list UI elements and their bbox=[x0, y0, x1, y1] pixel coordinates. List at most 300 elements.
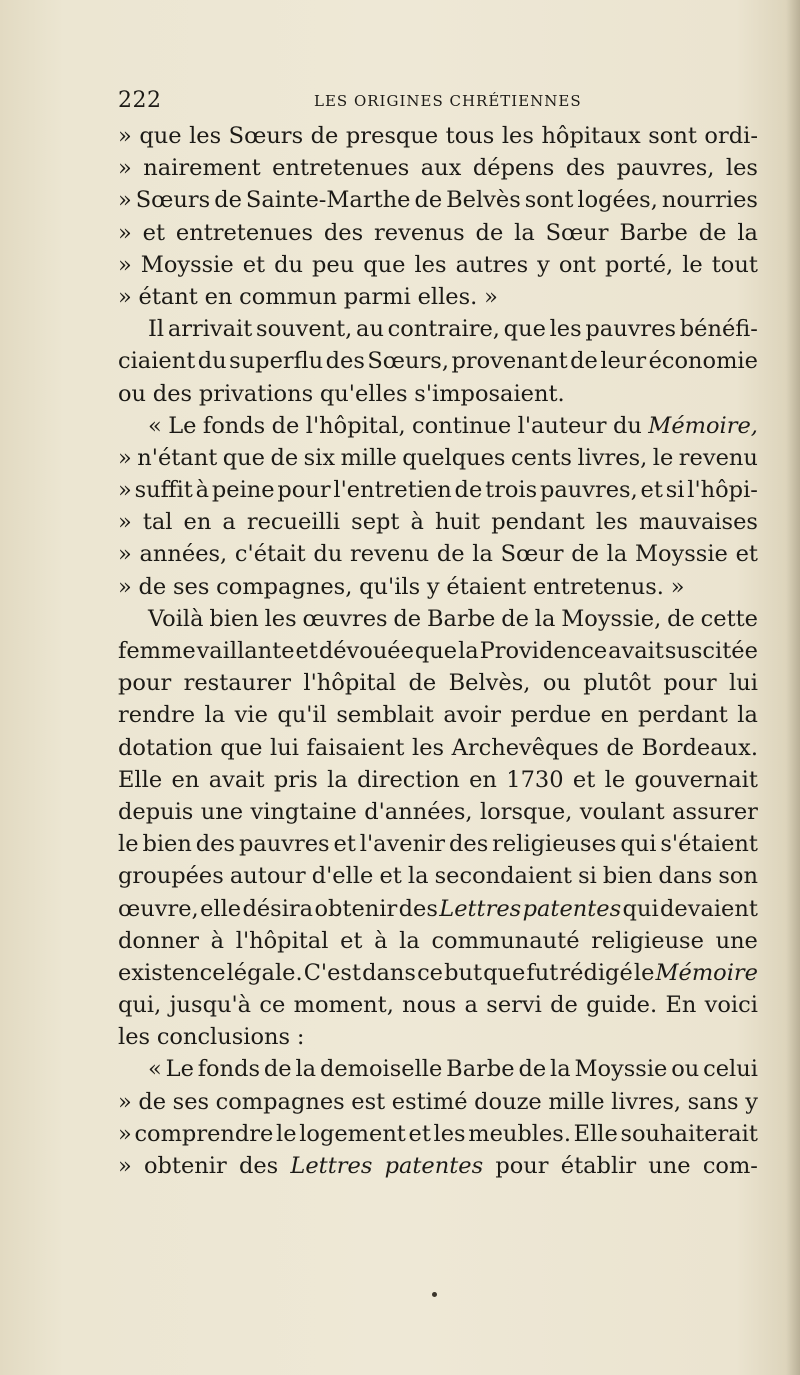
word: y bbox=[537, 251, 550, 278]
word: parmi bbox=[343, 283, 411, 310]
word: En bbox=[665, 992, 697, 1019]
text-line bbox=[118, 345, 758, 377]
word: entretenus. bbox=[532, 573, 664, 600]
word: logées, bbox=[577, 187, 658, 214]
word: de bbox=[138, 573, 167, 600]
word: la bbox=[399, 927, 420, 954]
word: et bbox=[142, 219, 166, 246]
word: des bbox=[152, 380, 193, 407]
word: ordi- bbox=[704, 123, 758, 149]
word: de bbox=[138, 1088, 167, 1115]
word: livres, bbox=[611, 1088, 682, 1115]
word: l'auteur bbox=[517, 412, 607, 439]
word: pris bbox=[273, 766, 318, 793]
word: arrivait bbox=[167, 316, 253, 343]
word: rendre bbox=[118, 702, 196, 729]
word: la bbox=[472, 541, 493, 568]
word: restaurer bbox=[183, 670, 292, 697]
word: obtenir bbox=[314, 895, 398, 922]
word: Voilà bbox=[148, 605, 204, 632]
word: secondaient bbox=[434, 863, 572, 890]
word: la bbox=[534, 605, 556, 632]
word: des bbox=[565, 155, 606, 182]
word: presque bbox=[345, 123, 439, 149]
word: et bbox=[340, 927, 363, 954]
word: s'imposaient. bbox=[414, 380, 565, 407]
word: Lettres bbox=[290, 1153, 373, 1179]
word: œuvre, bbox=[118, 895, 199, 922]
word: à bbox=[210, 927, 225, 954]
word: de bbox=[501, 605, 529, 632]
text-line bbox=[118, 635, 758, 667]
text-line bbox=[118, 764, 758, 796]
word: n'étant bbox=[137, 444, 218, 471]
word: de bbox=[571, 541, 599, 568]
word: communauté bbox=[431, 927, 580, 954]
word: fonds bbox=[197, 1056, 261, 1083]
word: la bbox=[407, 863, 429, 890]
word: du bbox=[612, 412, 642, 439]
text-line bbox=[118, 1053, 758, 1085]
word: le bbox=[652, 444, 674, 471]
text-line bbox=[118, 667, 758, 699]
word: vaillante bbox=[196, 638, 295, 664]
word: direction bbox=[357, 766, 460, 793]
word: Sœurs bbox=[135, 187, 211, 214]
word: l'hôpi- bbox=[687, 477, 758, 504]
word: Barbe bbox=[426, 605, 496, 632]
word: est bbox=[351, 1088, 386, 1115]
word: fut bbox=[526, 959, 559, 986]
word: des bbox=[448, 831, 489, 858]
word: cents bbox=[510, 444, 572, 471]
word: Elle bbox=[118, 766, 163, 793]
word: cette bbox=[700, 605, 758, 632]
word: les bbox=[501, 123, 534, 149]
word: : bbox=[296, 1024, 305, 1051]
word: » bbox=[118, 155, 132, 182]
word: en bbox=[204, 283, 233, 310]
word: Mémoire, bbox=[648, 412, 758, 439]
word: Archevêques bbox=[451, 734, 599, 761]
word: fonds bbox=[202, 412, 266, 439]
word: de bbox=[698, 219, 727, 246]
word: étaient bbox=[446, 573, 527, 600]
word: de bbox=[214, 187, 242, 214]
word: » bbox=[484, 283, 498, 310]
word: les bbox=[414, 251, 447, 278]
word: les bbox=[264, 605, 297, 632]
word: patentes bbox=[384, 1153, 484, 1179]
text-line bbox=[118, 1021, 758, 1053]
word: que bbox=[503, 316, 546, 343]
word: ont bbox=[558, 251, 596, 278]
word: vingtaine bbox=[250, 798, 357, 825]
word: étant bbox=[138, 283, 198, 310]
word: avait bbox=[608, 638, 664, 664]
text-line bbox=[118, 732, 758, 764]
word: bien bbox=[602, 863, 653, 890]
word: nourries bbox=[661, 187, 758, 214]
word: logement bbox=[299, 1120, 406, 1147]
word: pauvres bbox=[238, 831, 330, 858]
text-line bbox=[118, 152, 758, 184]
word: Lettres bbox=[439, 895, 522, 922]
word: et bbox=[408, 1120, 431, 1147]
word: » bbox=[118, 573, 132, 600]
word: la bbox=[737, 702, 758, 729]
word: meubles. bbox=[468, 1120, 572, 1147]
word: » bbox=[118, 1088, 132, 1115]
word: patentes bbox=[522, 895, 622, 922]
word: Sœur bbox=[500, 541, 564, 568]
word: perdue bbox=[510, 702, 592, 729]
word: suffit bbox=[134, 477, 193, 504]
word: au bbox=[356, 316, 384, 343]
word: légale. bbox=[226, 959, 303, 986]
word: servi bbox=[486, 992, 542, 1019]
word: de bbox=[263, 1056, 292, 1083]
word: et bbox=[572, 766, 596, 793]
word: Il bbox=[148, 316, 165, 343]
word: les bbox=[595, 509, 628, 536]
word: » bbox=[118, 219, 132, 246]
word: désira bbox=[242, 895, 314, 922]
word: peine bbox=[211, 477, 275, 504]
word: Barbe bbox=[446, 1056, 515, 1083]
text-line bbox=[118, 217, 758, 249]
word: Moyssie bbox=[574, 1056, 668, 1083]
word: que bbox=[222, 444, 265, 471]
word: a bbox=[464, 992, 478, 1019]
word: plutôt bbox=[583, 670, 651, 697]
word: guide. bbox=[586, 992, 658, 1019]
word: « bbox=[148, 412, 162, 439]
word: lui bbox=[729, 670, 758, 697]
word: que bbox=[363, 251, 406, 278]
word: s'étaient bbox=[660, 831, 758, 858]
word: de bbox=[550, 992, 578, 1019]
word: du bbox=[197, 348, 227, 375]
word: ses bbox=[172, 1088, 210, 1115]
word: du bbox=[313, 541, 343, 568]
word: tout bbox=[711, 251, 758, 278]
word: Bordeaux. bbox=[641, 734, 758, 761]
word: perdant bbox=[637, 702, 728, 729]
word: Barbe bbox=[619, 219, 688, 246]
word: mauvaises bbox=[639, 509, 758, 536]
word: l'hôpital bbox=[303, 670, 397, 697]
word: lui bbox=[270, 734, 299, 761]
word: les bbox=[118, 1024, 151, 1051]
word: de bbox=[408, 670, 437, 697]
text-line bbox=[118, 1150, 758, 1182]
word: aux bbox=[420, 155, 462, 182]
word: livres, bbox=[577, 444, 648, 471]
word: huit bbox=[435, 509, 481, 536]
word: la bbox=[606, 541, 628, 568]
word: voulant bbox=[579, 798, 665, 825]
word: sont bbox=[648, 123, 697, 149]
text-line bbox=[118, 989, 758, 1021]
text-line bbox=[118, 860, 758, 892]
word: de bbox=[414, 187, 443, 214]
word: y bbox=[426, 573, 440, 600]
word: entretenues bbox=[175, 219, 314, 246]
word: privations bbox=[198, 380, 314, 407]
word: qu'ils bbox=[359, 573, 421, 600]
word: estimé bbox=[391, 1088, 468, 1115]
word: l'hôpital, bbox=[305, 412, 406, 439]
page-number: 222 bbox=[118, 88, 162, 113]
word: de bbox=[570, 348, 598, 375]
text-line bbox=[118, 120, 758, 152]
word: si bbox=[665, 477, 685, 504]
word: dévouée bbox=[318, 638, 414, 664]
word: ce bbox=[259, 992, 286, 1019]
word: ou bbox=[118, 380, 147, 407]
word: gouvernait bbox=[634, 766, 758, 793]
word: douze bbox=[474, 1088, 542, 1115]
word: religieuse bbox=[591, 927, 704, 954]
page-header bbox=[118, 88, 758, 118]
word: de bbox=[271, 412, 300, 439]
word: mille bbox=[340, 444, 397, 471]
word: 1730 bbox=[506, 766, 564, 793]
word: contraire, bbox=[387, 316, 500, 343]
word: revenus bbox=[374, 219, 465, 246]
text-line bbox=[118, 474, 758, 506]
word: des bbox=[325, 348, 365, 375]
word: bénéfi- bbox=[679, 316, 758, 343]
word: une bbox=[715, 927, 758, 954]
word: sept bbox=[351, 509, 400, 536]
word: pauvres, bbox=[616, 155, 715, 182]
word: de bbox=[393, 605, 422, 632]
word: d'elle bbox=[311, 863, 374, 890]
word: des bbox=[398, 895, 438, 922]
word: » bbox=[118, 283, 132, 310]
word: ses bbox=[173, 573, 210, 600]
word: que bbox=[414, 638, 458, 664]
word: l'avenir bbox=[359, 831, 446, 858]
word: ou bbox=[542, 670, 571, 697]
word: Sainte-Marthe bbox=[245, 187, 411, 214]
word: » bbox=[118, 187, 132, 214]
word: pour bbox=[277, 477, 331, 504]
word: une bbox=[200, 798, 244, 825]
word: assurer bbox=[672, 798, 758, 825]
word: dans bbox=[658, 863, 713, 890]
word: dans bbox=[362, 959, 416, 986]
word: porté, bbox=[605, 251, 674, 278]
word: qui, bbox=[118, 992, 162, 1019]
word: une bbox=[648, 1153, 691, 1179]
word: Sœurs bbox=[228, 123, 304, 149]
text-line bbox=[118, 828, 758, 860]
word: qu'il bbox=[277, 702, 327, 729]
word: avoir bbox=[443, 702, 501, 729]
word: de bbox=[454, 477, 483, 504]
word: comprendre bbox=[134, 1120, 274, 1147]
word: souhaiterait bbox=[620, 1120, 758, 1147]
word: conclusions bbox=[156, 1024, 291, 1051]
word: Mémoire bbox=[655, 959, 758, 986]
word: » bbox=[118, 509, 132, 536]
word: Moyssie bbox=[140, 251, 234, 278]
word: tal bbox=[142, 509, 173, 536]
word: Sœurs, bbox=[367, 348, 449, 375]
word: de bbox=[475, 219, 504, 246]
word: celui bbox=[703, 1056, 758, 1083]
word: a bbox=[222, 509, 236, 536]
word: qui bbox=[620, 831, 657, 858]
text-line bbox=[118, 313, 758, 345]
word: pour bbox=[495, 1153, 549, 1179]
word: de bbox=[518, 1056, 547, 1083]
word: femme bbox=[118, 638, 196, 664]
word: tous bbox=[445, 123, 495, 149]
text-line bbox=[118, 571, 758, 603]
text-line bbox=[118, 893, 758, 925]
word: et bbox=[735, 541, 758, 568]
text-line bbox=[118, 699, 758, 731]
word: la bbox=[295, 1056, 317, 1083]
word: compagnes bbox=[215, 1088, 345, 1115]
text-line bbox=[118, 796, 758, 828]
word: la bbox=[327, 766, 348, 793]
word: « bbox=[148, 1056, 162, 1083]
word: Moyssie, bbox=[561, 605, 662, 632]
word: établir bbox=[560, 1153, 637, 1179]
text-line bbox=[118, 249, 758, 281]
word: demoiselle bbox=[319, 1056, 443, 1083]
word: ciaient bbox=[118, 348, 196, 375]
text-line bbox=[118, 1086, 758, 1118]
text-line bbox=[118, 281, 758, 313]
word: de bbox=[436, 541, 465, 568]
word: à bbox=[195, 477, 210, 504]
word: » bbox=[118, 1153, 132, 1179]
word: les bbox=[189, 123, 222, 149]
word: elles. bbox=[417, 283, 478, 310]
word: les bbox=[725, 155, 758, 182]
word: com- bbox=[702, 1153, 758, 1179]
word: Moyssie bbox=[634, 541, 728, 568]
word: continue bbox=[412, 412, 512, 439]
word: l'entretien bbox=[333, 477, 452, 504]
text-line bbox=[118, 184, 758, 216]
word: » bbox=[118, 251, 132, 278]
word: que bbox=[483, 959, 526, 986]
word: à bbox=[410, 509, 424, 536]
word: des bbox=[195, 831, 236, 858]
word: commun bbox=[239, 283, 337, 310]
word: à bbox=[374, 927, 388, 954]
word: peu bbox=[312, 251, 355, 278]
body-text bbox=[118, 120, 758, 1182]
word: devaient bbox=[660, 895, 758, 922]
word: Belvès bbox=[446, 187, 521, 214]
word: si bbox=[578, 863, 597, 890]
word: que bbox=[220, 734, 263, 761]
word: nous bbox=[402, 992, 457, 1019]
word: y bbox=[745, 1088, 758, 1115]
word: que bbox=[139, 123, 182, 149]
word: pauvres, bbox=[539, 477, 638, 504]
word: souvent, bbox=[256, 316, 353, 343]
word: » bbox=[118, 444, 132, 471]
word: donner bbox=[118, 927, 200, 954]
word: revenu bbox=[678, 444, 758, 471]
text-line bbox=[118, 603, 758, 635]
word: ou bbox=[671, 1056, 700, 1083]
word: d'années, bbox=[364, 798, 473, 825]
text-line bbox=[118, 410, 758, 442]
word: entretenues bbox=[272, 155, 410, 182]
word: les bbox=[412, 734, 445, 761]
word: groupées bbox=[118, 863, 224, 890]
word: pauvres bbox=[585, 316, 677, 343]
word: Le bbox=[165, 1056, 194, 1083]
word: bien bbox=[209, 605, 259, 632]
word: œuvres bbox=[302, 605, 388, 632]
word: la bbox=[204, 702, 226, 729]
word: » bbox=[670, 573, 685, 600]
text-line bbox=[118, 442, 758, 474]
word: en bbox=[469, 766, 497, 793]
word: les bbox=[549, 316, 582, 343]
text-line bbox=[118, 1118, 758, 1150]
word: Sœur bbox=[545, 219, 609, 246]
word: leur bbox=[600, 348, 647, 375]
word: lorsque, bbox=[479, 798, 573, 825]
word: et bbox=[295, 638, 318, 664]
word: depuis bbox=[118, 798, 194, 825]
word: des bbox=[238, 1153, 279, 1179]
word: suscitée bbox=[664, 638, 758, 664]
text-line bbox=[118, 378, 758, 410]
word: bien bbox=[142, 831, 192, 858]
word: quelques bbox=[402, 444, 506, 471]
word: provenant bbox=[451, 348, 568, 375]
word: de bbox=[310, 123, 339, 149]
word: voici bbox=[704, 992, 758, 1019]
word: compagnes, bbox=[216, 573, 353, 600]
ink-speck bbox=[432, 1292, 437, 1297]
word: l'hôpital bbox=[235, 927, 329, 954]
word: son bbox=[718, 863, 758, 890]
word: en bbox=[600, 702, 629, 729]
word: vie bbox=[234, 702, 268, 729]
word: trois bbox=[485, 477, 538, 504]
word: et bbox=[640, 477, 663, 504]
word: pour bbox=[118, 670, 172, 697]
word: six bbox=[303, 444, 336, 471]
word: jusqu'à bbox=[169, 992, 252, 1019]
word: autour bbox=[229, 863, 306, 890]
word: Elle bbox=[573, 1120, 618, 1147]
word: » bbox=[118, 123, 132, 149]
word: elle bbox=[200, 895, 242, 922]
word: autres bbox=[455, 251, 529, 278]
word: religieuses bbox=[492, 831, 617, 858]
word: de bbox=[606, 734, 635, 761]
word: de bbox=[270, 444, 299, 471]
word: hôpitaux bbox=[541, 123, 641, 149]
word: économie bbox=[648, 348, 758, 375]
text-line bbox=[118, 506, 758, 538]
